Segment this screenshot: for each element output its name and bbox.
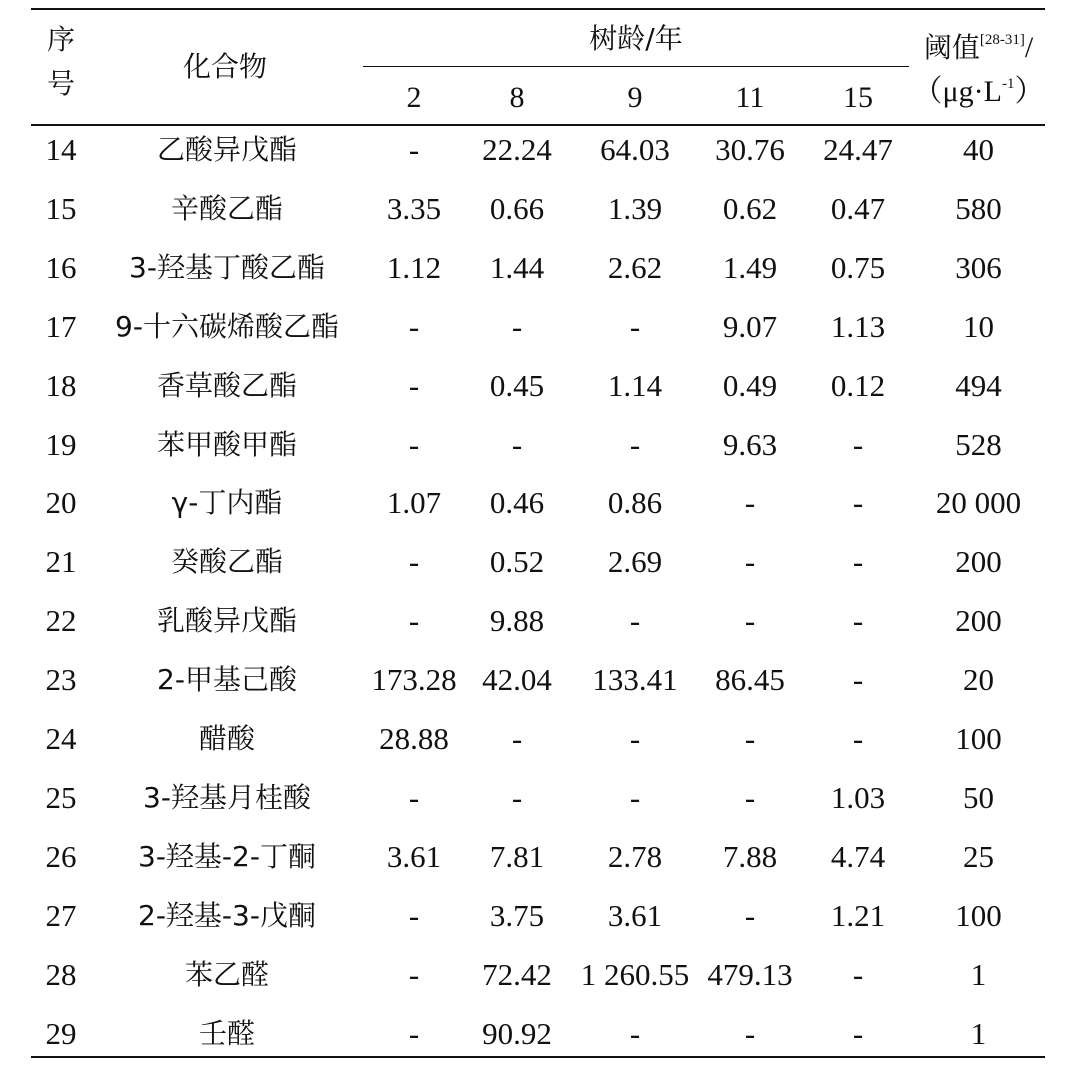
value-age-8: 0.46	[489, 485, 545, 520]
value-age-2: -	[408, 544, 420, 579]
table-bottom-rule	[31, 1056, 1045, 1058]
row-index: 25	[45, 780, 77, 815]
header-age-group: 树龄/年	[589, 22, 683, 55]
age-group-rule	[363, 66, 909, 67]
threshold-value: 1	[970, 1016, 987, 1051]
compound-name: γ-丁内酯	[171, 486, 283, 519]
value-age-15: -	[852, 957, 864, 992]
value-age-2: -	[408, 898, 420, 933]
value-age-2: 3.35	[386, 191, 442, 226]
value-age-9: -	[629, 1016, 641, 1051]
row-index: 15	[45, 191, 77, 226]
value-age-15: 4.74	[830, 839, 886, 874]
threshold-value: 25	[963, 839, 994, 874]
threshold-unit-main: （μg·L	[912, 75, 1002, 108]
compound-name: 乳酸异戊酯	[156, 604, 297, 637]
value-age-8: 42.04	[482, 662, 552, 697]
value-age-8: 0.52	[489, 544, 545, 579]
value-age-9: -	[629, 721, 641, 756]
value-age-11: -	[744, 721, 756, 756]
value-age-9: 64.03	[600, 132, 670, 167]
value-age-2: 173.28	[371, 662, 457, 697]
value-age-2: -	[408, 427, 420, 462]
threshold-value: 494	[955, 368, 1002, 403]
row-index: 23	[45, 662, 77, 697]
row-index: 20	[45, 485, 77, 520]
value-age-11: 86.45	[715, 662, 785, 697]
value-age-2: 3.61	[386, 839, 442, 874]
value-age-8: -	[511, 721, 523, 756]
compound-name: 香草酸乙酯	[156, 369, 297, 402]
value-age-11: 30.76	[715, 132, 785, 167]
threshold-value: 100	[955, 898, 1002, 933]
value-age-2: -	[408, 368, 420, 403]
value-age-15: -	[852, 662, 864, 697]
compound-name: 辛酸乙酯	[170, 192, 283, 225]
value-age-15: 0.47	[830, 191, 886, 226]
compound-name: 壬醛	[198, 1017, 255, 1050]
value-age-9: 2.69	[607, 544, 663, 579]
compound-name: 3-羟基月桂酸	[143, 781, 311, 814]
header-age-11: 11	[735, 81, 765, 114]
value-age-9: 2.78	[607, 839, 663, 874]
row-index: 24	[45, 721, 77, 756]
value-age-2: 28.88	[379, 721, 449, 756]
value-age-9: -	[629, 603, 641, 638]
value-age-8: 0.66	[489, 191, 545, 226]
threshold-value: 1	[970, 957, 987, 992]
value-age-2: -	[408, 957, 420, 992]
header-threshold-unit	[912, 72, 1045, 112]
value-age-11: -	[744, 780, 756, 815]
row-index: 27	[45, 898, 77, 933]
value-age-8: -	[511, 309, 523, 344]
row-index: 26	[45, 839, 77, 874]
value-age-2: -	[408, 780, 420, 815]
value-age-15: 0.75	[830, 250, 886, 285]
value-age-15: -	[852, 544, 864, 579]
value-age-11: -	[744, 603, 756, 638]
value-age-8: 7.81	[489, 839, 545, 874]
header-age-8: 8	[509, 81, 525, 114]
compound-name: 苯甲酸甲酯	[156, 428, 297, 461]
value-age-2: -	[408, 1016, 420, 1051]
value-age-11: 7.88	[722, 839, 778, 874]
value-age-15: 1.03	[830, 780, 886, 815]
value-age-11: -	[744, 485, 756, 520]
compound-name: 3-羟基丁酸乙酯	[129, 251, 325, 284]
compound-name: 2-甲基己酸	[157, 663, 297, 696]
value-age-11: 0.62	[722, 191, 778, 226]
compound-name: 9-十六碳烯酸乙酯	[115, 310, 339, 343]
header-index-line1: 序	[46, 23, 75, 56]
value-age-11: -	[744, 1016, 756, 1051]
value-age-8: 9.88	[489, 603, 545, 638]
compound-name: 醋酸	[198, 722, 255, 755]
row-index: 21	[45, 544, 77, 579]
value-age-15: 1.13	[830, 309, 886, 344]
value-age-8: 90.92	[482, 1016, 552, 1051]
header-threshold	[912, 28, 1045, 68]
threshold-value: 10	[963, 309, 994, 344]
threshold-value: 306	[955, 250, 1002, 285]
row-index: 18	[45, 368, 77, 403]
value-age-11: 0.49	[722, 368, 778, 403]
value-age-9: -	[629, 780, 641, 815]
value-age-8: 22.24	[482, 132, 552, 167]
header-age-9: 9	[627, 81, 643, 114]
value-age-11: 479.13	[707, 957, 793, 992]
value-age-9: 1 260.55	[580, 957, 690, 992]
threshold-value: 200	[955, 544, 1002, 579]
threshold-value: 50	[963, 780, 994, 815]
compound-name: 3-羟基-2-丁酮	[138, 840, 316, 873]
value-age-8: 3.75	[489, 898, 545, 933]
value-age-15: 24.47	[823, 132, 893, 167]
value-age-2: 1.07	[386, 485, 442, 520]
threshold-value: 528	[955, 427, 1002, 462]
row-index: 22	[45, 603, 77, 638]
value-age-15: -	[852, 485, 864, 520]
threshold-value: 580	[955, 191, 1002, 226]
value-age-11: 1.49	[722, 250, 778, 285]
value-age-15: 1.21	[830, 898, 886, 933]
compound-name: 苯乙醛	[184, 958, 269, 991]
threshold-value: 20 000	[935, 485, 1022, 520]
row-index: 28	[45, 957, 77, 992]
value-age-15: -	[852, 603, 864, 638]
value-age-8: -	[511, 780, 523, 815]
value-age-9: 2.62	[607, 250, 663, 285]
threshold-value: 40	[963, 132, 994, 167]
value-age-2: -	[408, 132, 420, 167]
value-age-9: 1.39	[607, 191, 663, 226]
header-index-line2: 号	[46, 67, 75, 100]
header-age-2: 2	[406, 81, 422, 114]
compound-name: 癸酸乙酯	[170, 545, 283, 578]
compound-name: 乙酸异戊酯	[156, 133, 297, 166]
value-age-8: 72.42	[482, 957, 552, 992]
threshold-value: 20	[963, 662, 994, 697]
value-age-11: -	[744, 544, 756, 579]
value-age-8: 1.44	[489, 250, 545, 285]
value-age-2: -	[408, 309, 420, 344]
value-age-2: -	[408, 603, 420, 638]
value-age-15: 0.12	[830, 368, 886, 403]
value-age-15: -	[852, 427, 864, 462]
value-age-15: -	[852, 1016, 864, 1051]
threshold-label: 阈值	[923, 31, 980, 64]
row-index: 14	[45, 132, 77, 167]
row-index: 17	[45, 309, 77, 344]
value-age-2: 1.12	[386, 250, 442, 285]
threshold-value: 100	[955, 721, 1002, 756]
value-age-9: 133.41	[592, 662, 678, 697]
value-age-8: -	[511, 427, 523, 462]
compound-name: 2-羟基-3-戊酮	[138, 899, 316, 932]
value-age-11: -	[744, 898, 756, 933]
threshold-slash: /	[1024, 31, 1034, 64]
value-age-11: 9.07	[722, 309, 778, 344]
threshold-unit-close: ）	[1014, 75, 1045, 108]
value-age-9: 0.86	[607, 485, 663, 520]
value-age-11: 9.63	[722, 427, 778, 462]
value-age-9: 3.61	[607, 898, 663, 933]
value-age-8: 0.45	[489, 368, 545, 403]
header-compound: 化合物	[182, 50, 267, 83]
value-age-15: -	[852, 721, 864, 756]
row-index: 16	[45, 250, 77, 285]
header-age-15: 15	[843, 81, 873, 114]
threshold-reference: [28-31]	[979, 32, 1025, 48]
table-top-rule	[31, 8, 1045, 10]
value-age-9: 1.14	[607, 368, 663, 403]
row-index: 19	[45, 427, 77, 462]
threshold-value: 200	[955, 603, 1002, 638]
threshold-unit-exponent: -1	[1001, 76, 1015, 92]
value-age-9: -	[629, 309, 641, 344]
value-age-9: -	[629, 427, 641, 462]
row-index: 29	[45, 1016, 77, 1051]
header-bottom-rule	[31, 124, 1045, 126]
